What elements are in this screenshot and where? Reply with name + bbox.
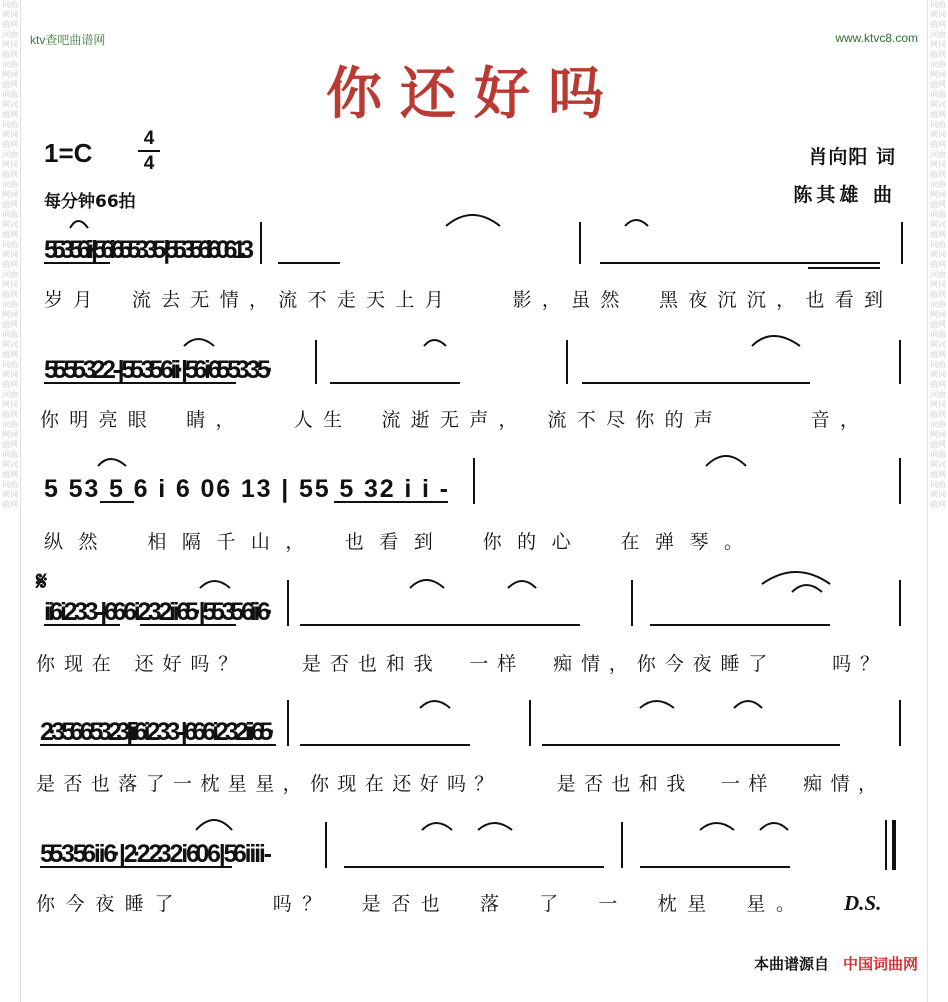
lyric-line: 你现在 还好吗？ 是否也和我 一样 痴情，你今夜睡了 吗？	[36, 653, 880, 675]
slur	[422, 823, 452, 830]
slur	[706, 456, 746, 466]
slur	[410, 580, 444, 588]
time-sig-bottom: 4	[143, 153, 155, 174]
system-notes: 55 3 56 i i 6· | 2·2 23 2 i 60 6 | 56 i i i i -	[40, 840, 272, 868]
slur	[98, 459, 126, 466]
slur	[762, 572, 830, 584]
slur	[792, 585, 822, 592]
lyric-line: 你今夜睡了 吗？ 是否也 落 了 一 枕星 星。	[36, 893, 797, 915]
segno-sign: 𝄋	[36, 567, 48, 597]
system-4	[36, 572, 900, 675]
lyricist-credit: 肖向阳 词	[808, 146, 896, 168]
slur	[734, 701, 762, 708]
system-notes: i i6 i 2 3 3 - | 66 6 i 2 3 2 i i 65· | 55 35 6i i 6·	[44, 598, 274, 626]
slur	[508, 581, 536, 588]
slur	[420, 701, 450, 708]
tempo-marking: 每分钟66拍	[44, 192, 136, 212]
site-watermark-right: www.ktvc8.com	[835, 31, 918, 45]
slur	[200, 581, 230, 588]
system-5	[36, 700, 900, 795]
slur	[424, 340, 446, 346]
system-notes: 2·3 56 6 53 23 | i i6 i 2 3 3 - | 66 6 i 2 3 2 i i 65·	[40, 718, 277, 746]
side-watermark-right: 词曲网词曲网词曲网词曲网词曲网词曲网词曲网词曲网词曲网词曲网词曲网词曲网词曲网词曲网词曲网词曲网词曲网词曲网词曲网词曲网词曲网词曲网词曲网词曲网词曲网词曲网词曲网词曲网词曲网词曲网词曲网词曲网词曲网词曲网	[930, 0, 946, 509]
lyric-line: 纵然 相隔千山， 也看到 你的心 在弹琴。	[44, 531, 744, 553]
slur	[625, 220, 648, 226]
system-notes: 5 53 5 6 i 6 06 13 | 55 5 32 i i -	[44, 475, 448, 503]
song-title: 你还好吗	[326, 62, 622, 127]
lyric-line: 你明亮眼 睛， 人生 流逝无声， 流不尽你的声 音，	[40, 409, 860, 431]
composer-credit: 陈其雄 曲	[793, 184, 896, 206]
dal-segno-mark: D.S.	[844, 891, 882, 915]
lyric-line: 岁月 流去无情，流不走天上月 影，虽然 黑夜沉沉，也看到	[44, 289, 884, 311]
slur	[196, 820, 232, 830]
system-notes: 55 55 32 2 - | 55 35 6 i i· | 56 i 65 53 3 5·	[44, 356, 274, 384]
slur	[184, 339, 214, 346]
system-notes: 55 3 56 i i· | 56 i 65 53 3 5· | 55 35 6i 6 06 13	[44, 236, 254, 264]
slur	[478, 823, 512, 830]
footer-brand-link[interactable]: 中国词曲网	[842, 955, 918, 973]
site-watermark-left: ktv查吧曲谱网	[30, 33, 106, 47]
system-2	[40, 336, 900, 431]
time-sig-top: 4	[143, 128, 155, 149]
key-signature: 1=C	[44, 138, 93, 168]
slur	[752, 336, 800, 346]
slur	[700, 823, 734, 830]
system-6	[36, 820, 894, 915]
slur	[760, 823, 788, 830]
footer-source-label: 本曲谱源自	[753, 955, 829, 973]
system-3	[44, 456, 900, 553]
footer-source	[754, 953, 918, 974]
system-1	[44, 215, 902, 311]
lyric-line: 是否也落了一枕星星，你现在还好吗？ 是否也和我 一样 痴情，	[36, 773, 878, 795]
slur	[446, 215, 500, 226]
slur	[70, 221, 88, 228]
side-watermark-left: 词曲网词曲网词曲网词曲网词曲网词曲网词曲网词曲网词曲网词曲网词曲网词曲网词曲网词曲网词曲网词曲网词曲网词曲网词曲网词曲网词曲网词曲网词曲网词曲网词曲网词曲网词曲网词曲网词曲网词曲网词曲网词曲网词曲网词曲网	[2, 0, 18, 509]
slur	[640, 701, 674, 708]
